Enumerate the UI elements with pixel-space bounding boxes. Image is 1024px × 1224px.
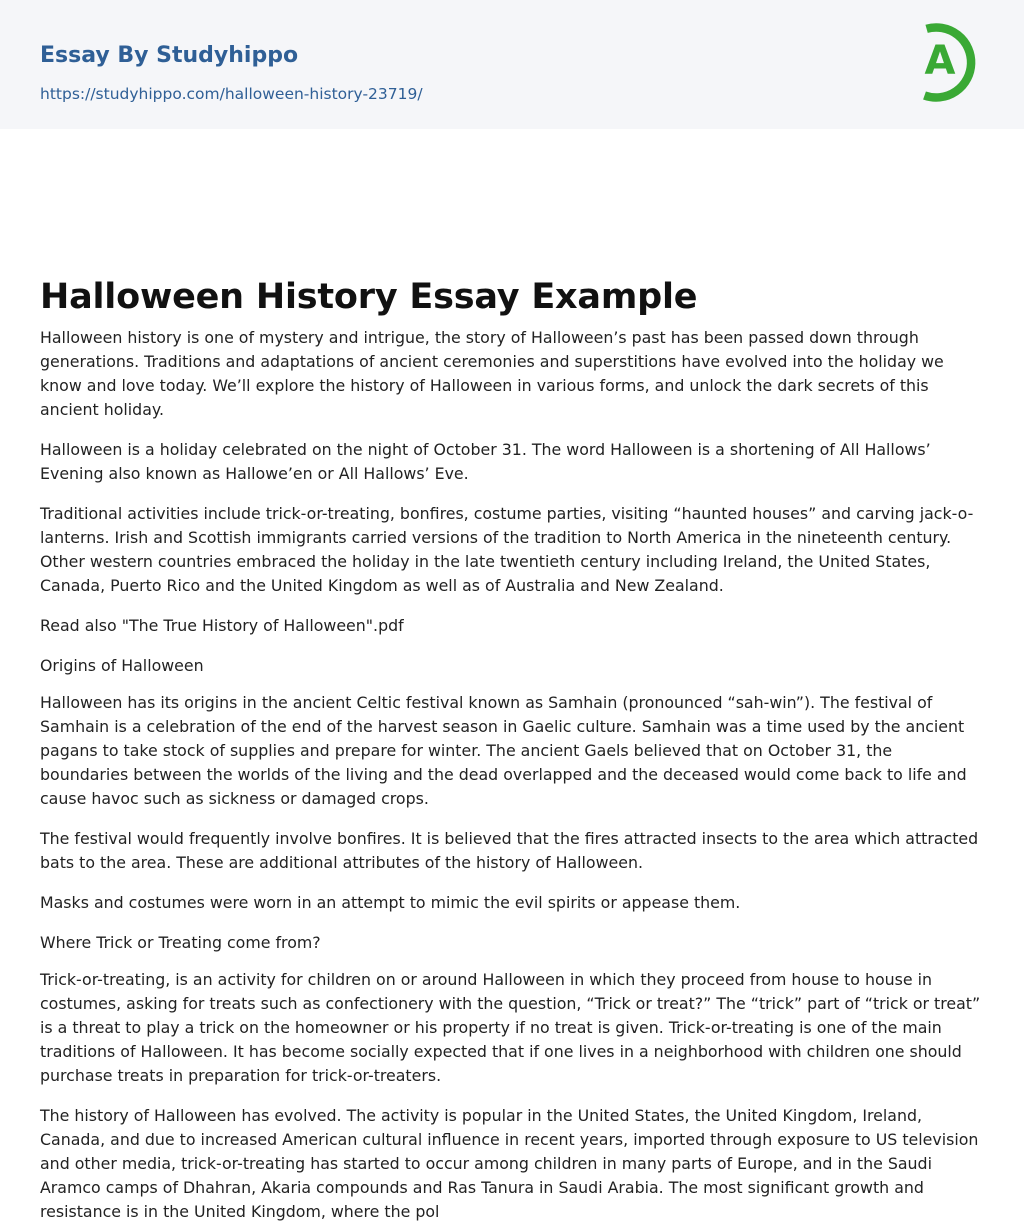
logo-letter: A xyxy=(924,38,956,84)
paragraph-evolution: The history of Halloween has evolved. The activity is popular in the United States, the United Kingdom, Ireland, Canada, and due to increased American cultural influence in recent years, imported through exposure to US television and other media, trick-or-treating has started to occur among children in many parts of Europe, and in the Saudi Aramco camps of Dhahran, Akaria compounds and Ras Tanura in Saudi Arabia. The most significant growth and resistance is in the United Kingdom, where the pol xyxy=(40,1106,979,1221)
paragraph-bonfires: The festival would frequently involve bonfires. It is believed that the fires attracted insects to the area which attracted bats to the area. These are additional attributes of the history of Halloween. xyxy=(40,829,979,872)
paragraph-traditions: Traditional activities include trick-or-treating, bonfires, costume parties, visiting “haunted houses” and carving jack-o-lanterns. Irish and Scottish immigrants carried versions of the tradition to North America in the nineteenth century. Other western countries embraced the holiday in the late twentieth century including Ireland, the United States, Canada, Puerto Rico and the United Kingdom as well as of Australia and New Zealand. xyxy=(40,504,974,595)
page-header xyxy=(0,0,1024,129)
site-brand[interactable]: Essay By Studyhippo xyxy=(40,43,299,68)
studyhippo-logo-icon[interactable] xyxy=(908,18,988,106)
paragraph-trick-or-treating: Trick-or-treating, is an activity for children on or around Halloween in which they proceed from house to house in costumes, asking for treats such as confectionery with the question, “Trick or treat?” The “trick” part of “trick or treat” is a threat to play a trick on the homeowner or his property if no treat is given. Trick-or-treating is one of the main traditions of Halloween. It has become socially expected that if one lives in a neighborhood with children one should purchase treats in preparation for trick-or-treaters. xyxy=(40,970,981,1085)
paragraph-definition: Halloween is a holiday celebrated on the night of October 31. The word Halloween is a shortening of All Hallows’ Evening also known as Hallowe’en or All Hallows’ Eve. xyxy=(40,440,931,483)
source-url-link[interactable]: https://studyhippo.com/halloween-history-23719/ xyxy=(40,85,423,103)
paragraph-intro: Halloween history is one of mystery and intrigue, the story of Halloween’s past has been passed down through generations. Traditions and adaptations of ancient ceremonies and superstitions have evolved into the holiday we know and love today. We’ll explore the history of Halloween in various forms, and unlock the dark secrets of this ancient holiday. xyxy=(40,328,944,419)
paragraph-samhain: Halloween has its origins in the ancient Celtic festival known as Samhain (pronounced “sah-win”). The festival of Samhain is a celebration of the end of the harvest season in Gaelic culture. Samhain was a time used by the ancient pagans to take stock of supplies and prepare for winter. The ancient Gaels believed that on October 31, the boundaries between the worlds of the living and the dead overlapped and the deceased would come back to life and cause havoc such as sickness or damaged crops. xyxy=(40,693,967,808)
article xyxy=(0,129,1024,1224)
section-heading-trick-or-treating: Where Trick or Treating come from? xyxy=(40,933,321,952)
read-also-link[interactable] xyxy=(40,614,984,638)
article-title: Halloween History Essay Example xyxy=(40,277,698,317)
section-heading-origins: Origins of Halloween xyxy=(40,656,204,675)
read-also-link-text[interactable]: Read also "The True History of Halloween".pdf xyxy=(40,616,404,635)
paragraph-masks: Masks and costumes were worn in an attempt to mimic the evil spirits or appease them. xyxy=(40,893,741,912)
